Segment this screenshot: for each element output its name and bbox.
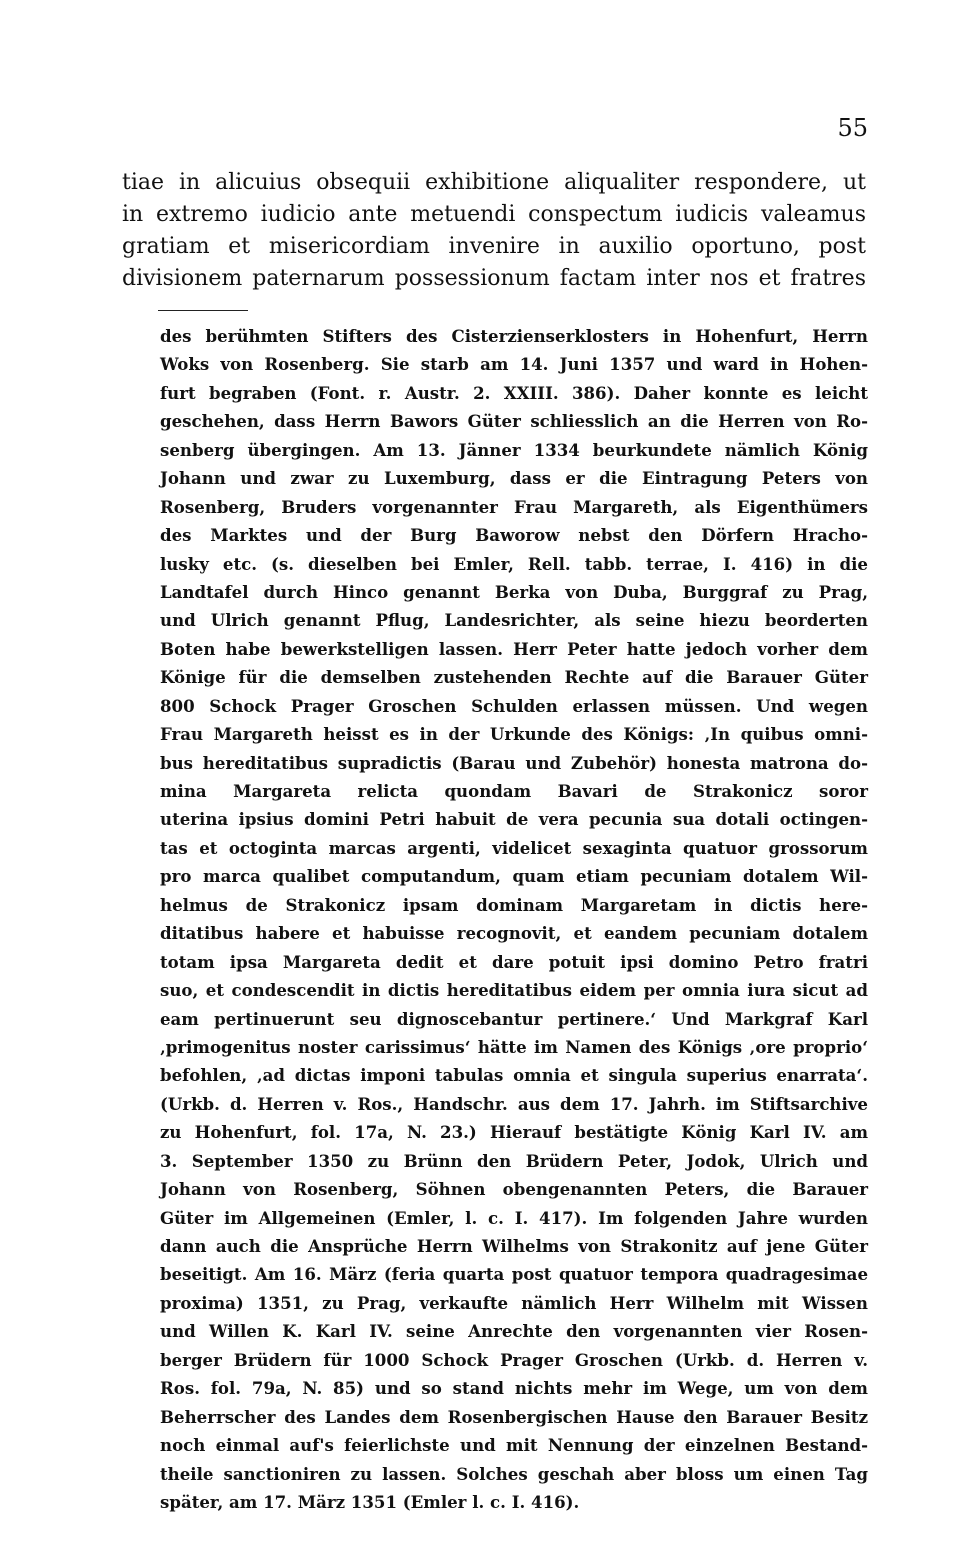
- footnote-line: senberg übergingen. Am 13. Jänner 1334 beurkundete nämlich König: [160, 439, 868, 460]
- footnote-line: furt begraben (Font. r. Austr. 2. XXIII. 386). Daher konnte es leicht: [160, 382, 868, 403]
- main-text-line: divisionem paternarum possessionum factam inter nos et fratres: [122, 266, 866, 291]
- footnote-line: Frau Margareth heisst es in der Urkunde des Königs: ‚In quibus omni-: [160, 724, 868, 745]
- footnote-line: später, am 17. März 1351 (Emler l. c. I. 416).: [160, 1491, 580, 1512]
- footnote-line: suo, et condescendit in dictis hereditatibus eidem per omnia iura sicut ad: [160, 980, 868, 1001]
- footnote-line: Boten habe bewerkstelligen lassen. Herr Peter hatte jedoch vorher dem: [160, 638, 868, 659]
- footnote-line: Johann und zwar zu Luxemburg, dass er die Eintragung Peters von: [160, 468, 868, 489]
- footnote-line: dann auch die Ansprüche Herrn Wilhelms von Strakonitz auf jene Güter: [160, 1236, 868, 1256]
- footnote-line: Güter im Allgemeinen (Emler, l. c. I. 417). Im folgenden Jahre wurden: [160, 1207, 868, 1228]
- footnote-line: theile sanctioniren zu lassen. Solches geschah aber bloss um einen Tag: [160, 1463, 868, 1484]
- footnote-line: lusky etc. (s. dieselben bei Emler, Rell. tabb. terrae, I. 416) in die: [160, 553, 868, 574]
- page-number: 55: [837, 114, 868, 142]
- footnote-line: geschehen, dass Herrn Bawors Güter schliesslich an die Herren von Ro-: [160, 411, 868, 432]
- footnote-line: ‚primogenitus noster carissimus‘ hätte im Namen des Königs ‚ore proprio‘: [160, 1036, 868, 1057]
- footnote-line: 800 Schock Prager Groschen Schulden erlassen müssen. Und wegen: [160, 695, 868, 716]
- footnote-line: totam ipsa Margareta dedit et dare potuit ipsi domino Petro fratri: [160, 951, 868, 972]
- footnote-line: berger Brüdern für 1000 Schock Prager Groschen (Urkb. d. Herren v.: [160, 1349, 868, 1370]
- footnote-line: des Marktes und der Burg Baworow nebst den Dörfern Hracho-: [160, 525, 868, 546]
- footnote-line: helmus de Strakonicz ipsam dominam Margaretam in dictis here-: [160, 894, 868, 915]
- footnote-line: mina Margareta relicta quondam Bavari de Strakonicz soror: [160, 781, 868, 801]
- footnote-line: uterina ipsius domini Petri habuit de vera pecunia sua dotali octingen-: [160, 809, 868, 830]
- footnote-line: eam pertinuerunt seu dignoscebantur pertinere.‘ Und Markgraf Karl: [160, 1008, 868, 1029]
- footnote-line: (Urkb. d. Herren v. Ros., Handschr. aus dem 17. Jahrh. im Stiftsarchive: [160, 1093, 868, 1114]
- footnote-block: [160, 322, 868, 1516]
- footnote-line: tas et octoginta marcas argenti, videlicet sexaginta quatuor grossorum: [160, 837, 868, 858]
- footnote-line: Könige für die demselben zustehenden Rechte auf die Barauer Güter: [160, 667, 868, 688]
- footnote-line: zu Hohenfurt, fol. 17a, N. 23.) Hierauf bestätigte König Karl IV. am: [160, 1122, 868, 1143]
- footnote-line: proxima) 1351, zu Prag, verkaufte nämlich Herr Wilhelm mit Wissen: [160, 1292, 868, 1313]
- footnote-line: des berühmten Stifters des Cisterzienserklosters in Hohenfurt, Herrn: [160, 326, 868, 346]
- footnote-line: ditatibus habere et habuisse recognovit, et eandem pecuniam dotalem: [160, 923, 868, 944]
- footnote-line: Johann von Rosenberg, Söhnen obengenannten Peters, die Barauer: [160, 1179, 868, 1200]
- main-text-line: tiae in alicuius obsequii exhibitione aliqualiter respondere, ut: [122, 170, 866, 195]
- footnote-line: Landtafel durch Hinco genannt Berka von Duba, Burggraf zu Prag,: [160, 581, 868, 602]
- footnote-line: bus hereditatibus supradictis (Barau und Zubehör) honesta matrona do-: [160, 752, 868, 773]
- footnote-line: befohlen, ‚ad dictas imponi tabulas omnia et singula superius enarrata‘.: [160, 1065, 868, 1086]
- footnote-line: und Willen K. Karl IV. seine Anrechte den vorgenannten vier Rosen-: [160, 1321, 868, 1342]
- footnote-line: und Ulrich genannt Pflug, Landesrichter, als seine hiezu beorderten: [160, 610, 868, 631]
- main-text-block: [122, 167, 866, 295]
- footnote-line: beseitigt. Am 16. März (feria quarta post quatuor tempora quadragesimae: [160, 1264, 868, 1285]
- footnote-line: 3. September 1350 zu Brünn den Brüdern Peter, Jodok, Ulrich und: [160, 1150, 868, 1171]
- footnote-separator: [158, 310, 248, 311]
- footnote-line: pro marca qualibet computandum, quam etiam pecuniam dotalem Wil-: [160, 866, 868, 887]
- main-text-line: gratiam et misericordiam invenire in auxilio oportuno, post: [122, 234, 866, 259]
- main-text-line: in extremo iudicio ante metuendi conspectum iudicis valeamus: [122, 202, 866, 227]
- footnote-line: Beherrscher des Landes dem Rosenbergischen Hause den Barauer Besitz: [160, 1406, 868, 1427]
- footnote-line: Rosenberg, Bruders vorgenannter Frau Margareth, als Eigenthümers: [160, 496, 868, 517]
- footnote-line: noch einmal auf's feierlichste und mit Nennung der einzelnen Bestand-: [160, 1435, 868, 1456]
- footnote-line: Ros. fol. 79a, N. 85) und so stand nichts mehr im Wege, um von dem: [160, 1378, 868, 1399]
- footnote-line: Woks von Rosenberg. Sie starb am 14. Juni 1357 und ward in Hohen-: [160, 354, 868, 375]
